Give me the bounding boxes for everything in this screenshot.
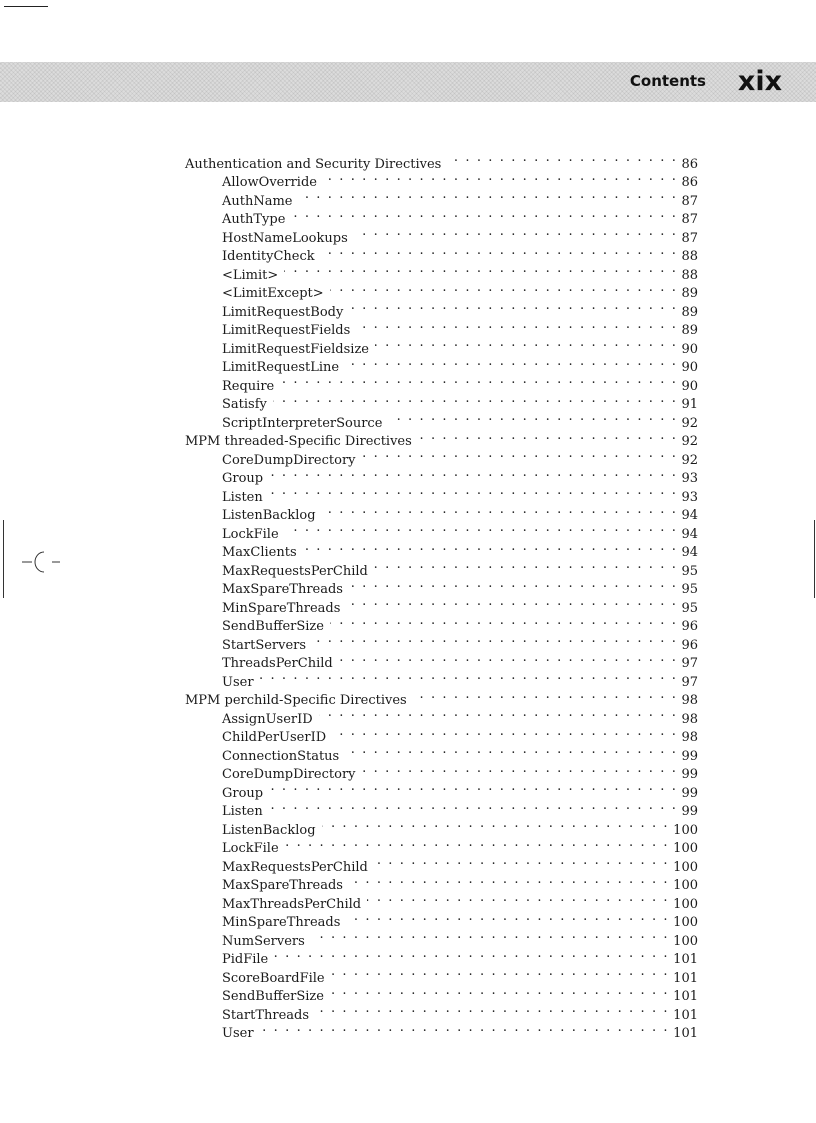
toc-entry-page: 95 <box>681 582 698 597</box>
toc-entry-page: 87 <box>681 230 698 246</box>
dot-leader <box>321 242 678 261</box>
toc-entry-label: User <box>222 1026 254 1041</box>
toc-entry-page: 96 <box>681 619 698 634</box>
toc-entry-label: ListenBacklog <box>222 508 316 523</box>
running-header-title: Contents <box>629 72 706 90</box>
toc-entry-page: 98 <box>681 711 698 727</box>
dot-leader <box>367 889 669 908</box>
toc-entry-page: 100 <box>673 859 698 875</box>
toc-entry-page: 89 <box>681 304 698 320</box>
toc-entry-page: 92 <box>681 434 698 449</box>
dot-leader <box>269 464 677 483</box>
toc-entry <box>185 667 698 690</box>
dot-leader <box>260 667 678 686</box>
dot-leader <box>312 630 677 649</box>
toc-entry-page: 97 <box>681 674 698 690</box>
dot-leader <box>303 538 678 557</box>
toc-entry-label: SendBufferSize <box>222 989 324 1004</box>
toc-entry-page: 86 <box>681 175 698 190</box>
dot-leader <box>323 168 677 187</box>
dot-leader <box>322 815 670 834</box>
dot-leader <box>339 649 678 668</box>
dot-leader <box>273 390 678 409</box>
toc-entry-page: 101 <box>673 1026 698 1041</box>
toc-entry-page: 91 <box>681 397 698 412</box>
dot-leader <box>269 778 677 797</box>
toc-entry-page: 99 <box>681 748 698 764</box>
toc-entry-page: 87 <box>681 193 698 209</box>
dot-leader <box>260 1019 670 1038</box>
toc-entry-label: SendBufferSize <box>222 619 324 634</box>
toc-entry-page: 89 <box>681 286 698 301</box>
toc-entry-page: 93 <box>681 489 698 505</box>
toc-entry-page: 90 <box>681 341 698 357</box>
toc-entry-label: Require <box>222 378 275 394</box>
toc-entry-label: User <box>222 674 254 690</box>
toc-entry-label: Listen <box>222 804 263 819</box>
toc-entry-label: LimitRequestLine <box>222 360 340 375</box>
toc-entry-page: 101 <box>673 989 698 1004</box>
registration-mark-icon <box>22 546 70 578</box>
toc-entry-page: 88 <box>681 267 698 283</box>
toc-entry-label: MaxSpareThreads <box>222 878 343 893</box>
dot-leader <box>374 556 678 575</box>
dot-leader <box>315 1000 669 1019</box>
toc-entry-page: 94 <box>681 526 698 542</box>
dot-leader <box>345 353 677 372</box>
toc-entry-label: IdentityCheck <box>222 249 315 264</box>
toc-entry-label: CoreDumpDirectory <box>222 767 356 782</box>
dot-leader <box>346 908 669 927</box>
dot-leader <box>447 149 677 168</box>
toc-entry-page: 86 <box>681 156 698 172</box>
toc-entry-label: CoreDumpDirectory <box>222 452 356 468</box>
toc-entry-label: LockFile <box>222 841 279 856</box>
toc-entry-page: 95 <box>681 600 698 616</box>
page-number: xix <box>737 66 782 97</box>
toc-entry-page: 92 <box>681 415 698 431</box>
toc-entry-label: AllowOverride <box>222 175 317 190</box>
toc-entry-page: 100 <box>673 822 698 838</box>
dot-leader <box>291 205 677 224</box>
toc-entry-label: ListenBacklog <box>222 822 316 838</box>
toc-entry-page: 101 <box>673 952 698 967</box>
dot-leader <box>354 223 678 242</box>
toc-entry-label: ThreadsPerChild <box>222 656 333 671</box>
toc-entry-label: HostNameLookups <box>222 230 348 246</box>
toc-entry-page: 87 <box>681 212 698 227</box>
toc-entry-label: AuthName <box>222 193 293 209</box>
dot-leader <box>362 445 678 464</box>
toc-entry-label: ChildPerUserID <box>222 730 327 745</box>
dot-leader <box>331 963 670 982</box>
dot-leader <box>418 427 678 446</box>
toc-entry-page: 92 <box>681 452 698 468</box>
toc-entry-label: MaxThreadsPerChild <box>222 896 362 912</box>
dot-leader <box>330 279 678 298</box>
toc-entry-page: 93 <box>681 471 698 486</box>
toc-entry-label: MinSpareThreads <box>222 915 341 930</box>
toc-entry-page: 95 <box>681 563 698 579</box>
toc-entry-page: 99 <box>681 785 698 801</box>
toc-entry-label: ConnectionStatus <box>222 748 340 764</box>
dot-leader <box>374 852 669 871</box>
toc-entry-page: 90 <box>681 378 698 394</box>
right-margin-rule <box>814 520 815 598</box>
toc-entry-label: LimitRequestBody <box>222 304 344 320</box>
toc-entry <box>185 1019 698 1041</box>
toc-entry-page: 89 <box>681 323 698 338</box>
left-margin-rule <box>3 520 4 598</box>
toc-entry-label: AuthType <box>222 212 286 227</box>
toc-entry-label: Satisfy <box>222 397 267 412</box>
toc-entry-label: <LimitExcept> <box>222 286 324 301</box>
toc-entry-page: 97 <box>681 656 698 671</box>
dot-leader <box>274 945 669 964</box>
toc-entry-page: 90 <box>681 360 698 375</box>
toc-entry-label: MaxClients <box>222 545 297 560</box>
toc-entry-label: MaxRequestsPerChild <box>222 859 368 875</box>
toc-entry-page: 100 <box>673 878 698 893</box>
dot-leader <box>356 316 677 335</box>
dot-leader <box>284 260 677 279</box>
dot-leader <box>311 926 669 945</box>
toc-entry-label: Authentication and Security Directives <box>185 156 442 172</box>
toc-entry-label: Listen <box>222 489 263 505</box>
dot-leader <box>349 575 677 594</box>
toc-entry-label: MinSpareThreads <box>222 600 341 616</box>
dot-leader <box>322 501 678 520</box>
toc-entry-page: 99 <box>681 804 698 819</box>
dot-leader <box>269 797 678 816</box>
toc-entry-label: LockFile <box>222 526 279 542</box>
dot-leader <box>413 686 678 705</box>
dot-leader <box>330 612 677 631</box>
dot-leader <box>285 519 678 538</box>
dot-leader <box>330 982 669 1001</box>
dot-leader <box>269 482 678 501</box>
dot-leader <box>349 871 669 890</box>
toc-entry-label: StartServers <box>222 637 307 653</box>
dot-leader <box>332 723 677 742</box>
dot-leader <box>345 741 677 760</box>
toc-entry-label: Group <box>222 785 264 801</box>
toc-entry-page: 98 <box>681 693 698 708</box>
toc-entry-label: MaxRequestsPerChild <box>222 563 368 579</box>
dot-leader <box>346 593 677 612</box>
toc-entry-label: ScoreBoardFile <box>222 970 325 986</box>
dot-leader <box>319 704 678 723</box>
toc-entry-label: LimitRequestFields <box>222 323 351 338</box>
toc-entry-page: 94 <box>681 545 698 560</box>
toc-entry-label: MaxSpareThreads <box>222 582 343 597</box>
dot-leader <box>375 334 677 353</box>
toc-entry-label: LimitRequestFieldsize <box>222 341 369 357</box>
toc-entry-label: MPM perchild-Specific Directives <box>185 693 407 708</box>
dot-leader <box>285 834 670 853</box>
toc-entry-label: NumServers <box>222 933 305 949</box>
dot-leader <box>280 371 677 390</box>
toc-entry-label: AssignUserID <box>222 711 313 727</box>
toc-entry-page: 101 <box>673 970 698 986</box>
dot-leader <box>349 297 677 316</box>
toc-entry-page: 100 <box>673 915 698 930</box>
toc-entry-page: 94 <box>681 508 698 523</box>
toc-entry-label: ScriptInterpreterSource <box>222 415 383 431</box>
dot-leader <box>362 760 678 779</box>
toc-section-entry <box>185 686 698 708</box>
toc-section-entry <box>185 149 698 172</box>
toc-entry-label: PidFile <box>222 952 269 967</box>
toc-entry-page: 100 <box>673 896 698 912</box>
toc-entry-page: 98 <box>681 730 698 745</box>
toc-entry-page: 100 <box>673 841 698 856</box>
toc-entry-page: 99 <box>681 767 698 782</box>
table-of-contents <box>185 149 698 1041</box>
toc-entry-page: 96 <box>681 637 698 653</box>
corner-crop-line <box>4 6 48 7</box>
dot-leader <box>299 186 678 205</box>
toc-entry-label: <Limit> <box>222 267 279 283</box>
toc-entry-label: Group <box>222 471 264 486</box>
toc-entry-label: MPM threaded-Specific Directives <box>185 434 412 449</box>
dot-leader <box>388 408 677 427</box>
toc-entry-page: 88 <box>681 249 698 264</box>
toc-entry-label: StartThreads <box>222 1007 310 1023</box>
toc-entry-page: 101 <box>673 1007 698 1023</box>
toc-entry-page: 100 <box>673 933 698 949</box>
